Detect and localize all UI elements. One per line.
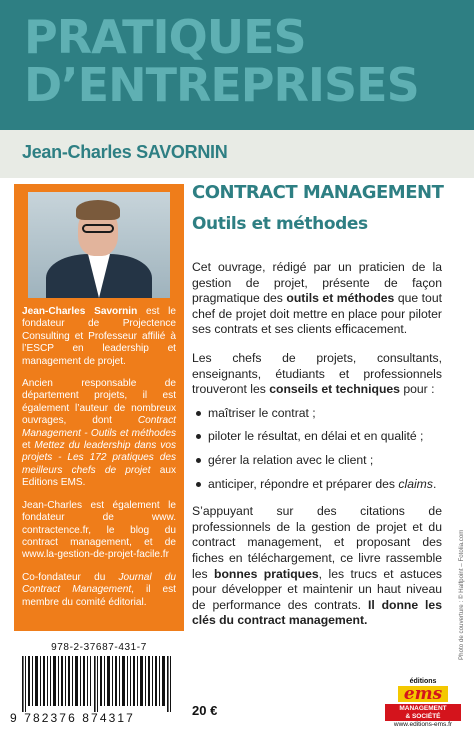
bio-author-name: Jean-Charles Savornin xyxy=(22,306,138,317)
bio-p4-lead: Co-fondateur du xyxy=(22,571,119,583)
desc-p1-end: que tout chef de projet doit mettre en place pour piloter ses contrats et ses clients efficacement. xyxy=(192,291,442,337)
bio-paragraph-4 xyxy=(22,572,176,609)
desc-p1-bold: outils et méthodes xyxy=(286,291,395,306)
bullet-4-end: . xyxy=(432,476,437,491)
description-paragraph-3 xyxy=(192,504,442,629)
book-title: CONTRACT MANAGEMENT xyxy=(192,182,444,203)
photo-glasses xyxy=(82,224,114,233)
barcode-digits: 9 782376 874317 xyxy=(10,711,135,725)
desc-p3-bold-2: Il donne les clés du contract management. xyxy=(192,597,442,628)
bio-p2-end: aux Editions EMS. xyxy=(22,464,176,489)
publisher-logo xyxy=(385,678,461,730)
author-bio xyxy=(22,306,176,619)
list-item: piloter le résultat, en délai et en qualité ; xyxy=(192,429,442,445)
bio-book-2: Mettez du leadership dans vos projets - Les 172 pratiques des meilleurs chefs de projet xyxy=(22,440,176,476)
bullet-4-lead: anticiper, répondre et préparer des xyxy=(208,476,399,491)
book-description xyxy=(192,260,442,642)
description-paragraph-2 xyxy=(192,351,442,398)
price: 20 € xyxy=(192,703,218,718)
photo-credits: Photo de couverture : © Halfpoint – Fotolia.com xyxy=(458,529,465,660)
desc-p2-end: pour : xyxy=(399,382,435,397)
desc-p2-bold: conseils et techniques xyxy=(269,382,400,397)
author-column xyxy=(14,184,184,631)
list-item: maîtriser le contrat ; xyxy=(192,406,442,422)
publisher-tagline xyxy=(385,704,461,721)
bio-paragraph-3: Jean-Charles est également le fondateur de www. contractence.fr, le blog du contract management, et de www.la-gestion-de-projet-facile.fr xyxy=(22,499,176,561)
publisher-editions: éditions xyxy=(409,678,437,685)
bullet-4-italic: claims xyxy=(398,476,433,491)
description-paragraph-1 xyxy=(192,260,442,338)
benefits-list xyxy=(192,406,442,492)
desc-p3-mid: , les trucs et astuces pour développer et maintenir un haut niveau de performance des contrats. xyxy=(192,566,442,612)
publisher-tagline-2: & SOCIÉTÉ xyxy=(405,712,441,720)
series-title-line-1: PRATIQUES xyxy=(24,10,306,64)
bio-book-1: Contract Management - Outils et méthodes xyxy=(22,415,176,439)
bio-journal: Journal du Contract Management xyxy=(22,571,176,596)
bio-p1-text: est le fondateur de Projectence Consulting et Professeur affilié à l’ESCP en leadership et management de projet. xyxy=(22,306,176,367)
publisher-url: www.editions-ems.fr xyxy=(393,721,453,728)
list-item xyxy=(192,477,442,493)
bio-p2-mid: et xyxy=(22,440,35,452)
bio-p2-lead: Ancien responsable de département projets, il est également l’auteur de nombreux ouvrages, dont xyxy=(22,378,176,427)
desc-p3-lead: S’appuyant sur des citations de professionnels de la gestion de projet et du contract management, et proposant des fiches en téléchargement, ce livre rassemble les xyxy=(192,504,442,581)
photo-hair xyxy=(76,200,120,220)
list-item: gérer la relation avec le client ; xyxy=(192,453,442,469)
book-subtitle: Outils et méthodes xyxy=(192,214,368,234)
bio-p4-end: , il est membre du comité éditorial. xyxy=(22,584,176,608)
author-name: Jean-Charles SAVORNIN xyxy=(22,142,228,162)
publisher-tagline-1: MANAGEMENT xyxy=(399,705,447,712)
author-photo xyxy=(28,192,170,298)
publisher-name: ems xyxy=(398,686,448,702)
isbn: 978-2-37687-431-7 xyxy=(51,642,147,653)
bio-paragraph-1 xyxy=(22,306,176,368)
desc-p3-bold-1: bonnes pratiques xyxy=(214,566,319,581)
barcode xyxy=(20,656,174,712)
desc-p1-lead: Cet ouvrage, rédigé par un praticien de la gestion de projet, présente de façon pragmatique des xyxy=(192,260,442,306)
desc-p2-lead: Les chefs de projets, consultants, enseignants, étudiants et professionnels trouveront les xyxy=(192,350,442,397)
bio-paragraph-2 xyxy=(22,378,176,490)
series-title-line-2: D’ENTREPRISES xyxy=(24,58,419,112)
